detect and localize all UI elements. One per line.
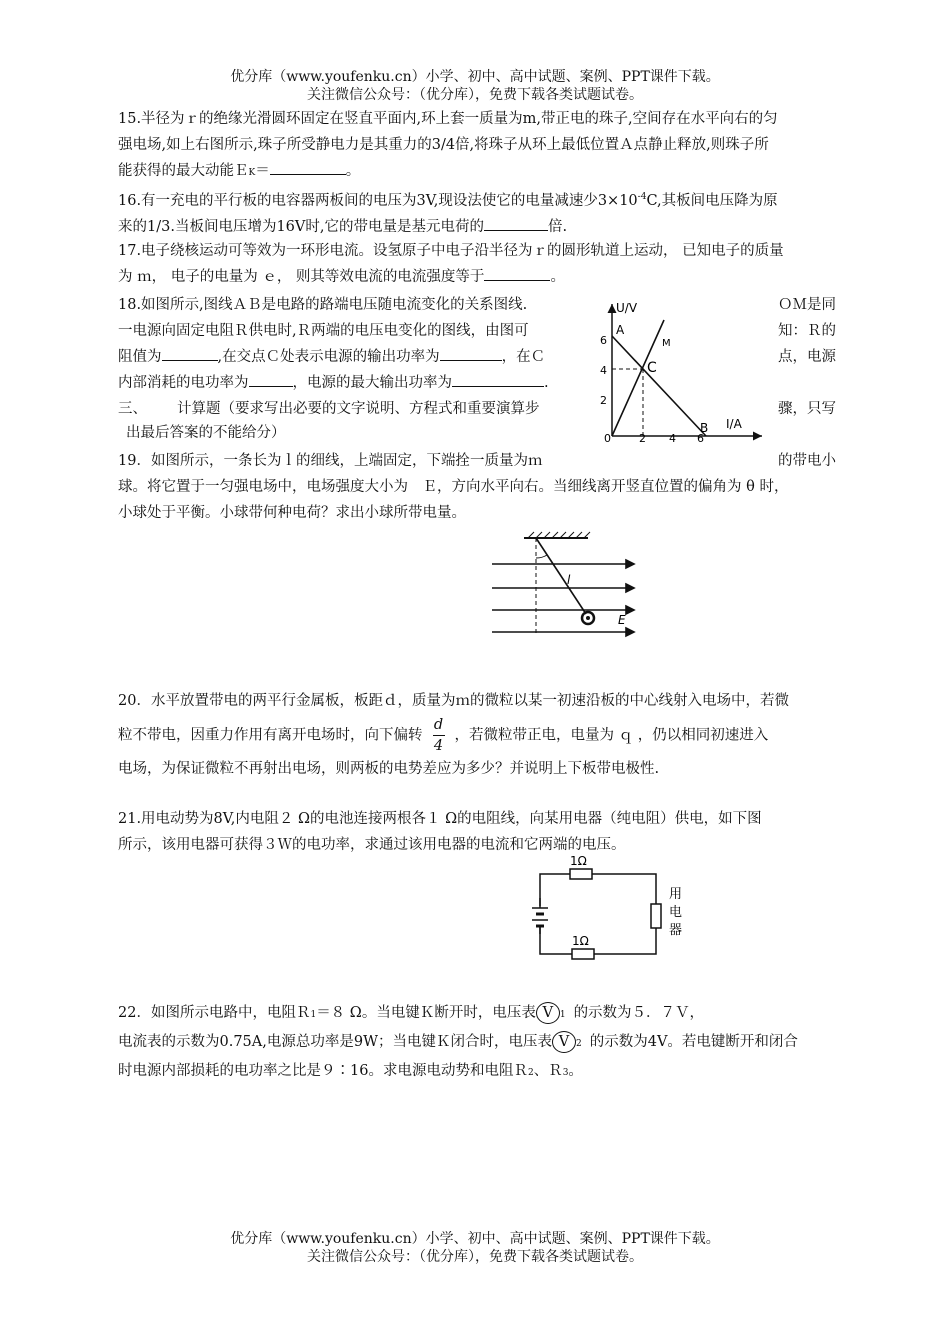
q17-answer-blank xyxy=(484,266,550,281)
q19-line-2: 球。将它置于一匀强电场中，电场强度大小为 Ｅ，方向水平向右。当细线离开竖直位置的偏角为 θ 时， xyxy=(118,479,789,495)
q18-blank-output-power xyxy=(440,346,502,361)
q15-line-1: 15.半径为ｒ的绝缘光滑圆环固定在竖直平面内,环上套一质量为m,带正电的珠子,空间存在水平向右的匀 xyxy=(118,111,778,127)
device-label-2: 电 xyxy=(669,905,683,920)
graph-ytick-6: 6 xyxy=(600,334,607,347)
graph-label-b: B xyxy=(700,421,709,435)
question-15 xyxy=(118,106,860,186)
question-21 xyxy=(118,806,860,858)
device-label-1: 用 xyxy=(669,887,683,902)
resistor-bottom-label: 1Ω xyxy=(572,934,589,948)
q19-line-1: 19．如图所示，一条长为ｌ的细线，上端固定，下端拴一质量为ｍ 的带电小 xyxy=(118,453,836,469)
question-17 xyxy=(118,238,860,290)
q15-line-3: 能获得的最大动能ＥK＝ 。 xyxy=(118,158,860,186)
q18-line-2: 一电源向固定电阻Ｒ供电时,Ｒ两端的电压电变化的图线，由图可 知：Ｒ的 xyxy=(118,323,836,339)
graph-line-om xyxy=(612,320,664,436)
section-3-line-1: 三、 计算题（要求写出必要的文字说明、方程式和重要演算步 骤，只写 xyxy=(118,401,836,417)
graph-label-c: C xyxy=(647,360,657,376)
q17-line-1: 17.电子绕核运动可等效为一环形电流。设氢原子中电子沿半径为ｒ的圆形轨道上运动， 已知电子的质量 xyxy=(118,243,784,259)
voltmeter-v1-icon: V xyxy=(536,1002,560,1024)
header-line-2: 关注微信公众号：（优分库），免费下载各类试题试卷。 xyxy=(307,87,643,103)
q15-line-2: 强电场,如上右图所示,珠子所受静电力是其重力的3/4倍,将珠子从环上最低位置Ａ点静止释放,则珠子所 xyxy=(118,137,769,153)
pendulum-label-l: l xyxy=(567,573,571,587)
header-line-1: 优分库（www.youfenku.cn）小学、初中、高中试题、案例、PPT课件下载。 xyxy=(230,69,720,85)
device-resistor xyxy=(651,904,661,928)
field-label-e: E xyxy=(618,613,626,627)
page-footer xyxy=(0,1230,950,1266)
graph-label-origin: 0 xyxy=(604,432,611,445)
resistor-top xyxy=(570,869,592,879)
electric-field-lines xyxy=(492,560,634,636)
graph-ytick-2: 2 xyxy=(600,394,607,407)
q18-line-4: 内部消耗的电功率为 ，电源的最大输出功率为 . xyxy=(118,370,860,396)
graph-y-label: U/V xyxy=(616,301,638,315)
footer-line-1: 优分库（www.youfenku.cn）小学、初中、高中试题、案例、PPT课件下载。 xyxy=(230,1231,720,1247)
q15-answer-blank xyxy=(270,160,346,175)
q16-answer-blank xyxy=(484,216,548,231)
graph-line-ab xyxy=(612,336,709,436)
resistor-bottom xyxy=(572,949,594,959)
device-label-3: 器 xyxy=(669,923,683,938)
resistor-top-label: 1Ω xyxy=(570,854,587,868)
pendulum-figure xyxy=(488,530,638,642)
q22-line-2: 电流表的示数为0.75A,电源总功率是9W；当电键Ｋ闭合时，电压表 V 2 的示数为4V。若电键断开和闭合 xyxy=(118,1029,860,1058)
page-header xyxy=(0,68,950,104)
q19-line-3: 小球处于平衡。小球带何种电荷？求出小球所带电量。 xyxy=(118,505,466,521)
q17-line-2: 为 ｍ， 电子的电量为 ｅ， 则其等效电流的电流强度等于 。 xyxy=(118,264,860,290)
q16-line-2: 来的1/3.当板间电压增为16V时,它的带电量是基元电荷的 倍. xyxy=(118,214,860,240)
graph-label-a: A xyxy=(616,323,625,337)
pendulum-string xyxy=(536,538,586,614)
q18-blank-resistance xyxy=(162,346,218,361)
footer-line-2: 关注微信公众号：（优分库），免费下载各类试题试卷。 xyxy=(307,1249,643,1265)
voltmeter-v2-icon: V xyxy=(552,1031,576,1053)
graph-label-m: M xyxy=(662,338,671,349)
graph-xtick-6: 6 xyxy=(697,432,704,445)
q18-blank-internal-power xyxy=(249,372,293,387)
graph-x-label: I/A xyxy=(726,417,742,431)
q20-line-2: 粒不带电，因重力作用有离开电场时，向下偏转 $\frac{d}{4}$ ，若微粒带正电，电量为 ｑ ，仍以相同初速进入 xyxy=(118,717,769,754)
question-16 xyxy=(118,184,860,240)
graph-xtick-2: 2 xyxy=(639,432,646,445)
q22-line-3: 时电源内部损耗的电功率之比是９∶16。求电源电动势和电阻Ｒ2、Ｒ3。 xyxy=(118,1063,583,1079)
q22-line-1: 22．如图所示电路中，电阻Ｒ1＝８ Ω。当电键Ｋ断开时，电压表 V 1 的示数为５．７Ｖ， xyxy=(118,1000,860,1029)
q21-line-2: 所示，该用电器可获得３Ｗ的电功率，求通过该用电器的电流和它两端的电压。 xyxy=(118,837,626,853)
ui-graph xyxy=(594,296,770,446)
section-3-line-2: 出最后答案的不能给分） xyxy=(126,425,286,441)
q18-blank-max-power xyxy=(452,372,544,387)
q20-line-1: 20．水平放置带电的两平行金属板，板距ｄ，质量为ｍ的微粒以某一初速沿板的中心线射入电场中，若微 xyxy=(118,693,789,709)
question-20 xyxy=(118,688,860,783)
graph-ytick-4: 4 xyxy=(600,364,607,377)
question-22 xyxy=(118,1000,860,1087)
q18-line-3: 阻值为 ,在交点Ｃ处表示电源的输出功率为 ，在Ｃ 点，电源 xyxy=(118,344,860,370)
q21-line-1: 21.用电动势为8V,内电阻２ Ω的电池连接两根各１ Ω的电阻线，向某用电器（纯电阻）供电，如下图 xyxy=(118,811,762,827)
q16-line-1: 16.有一充电的平行板的电容器两板间的电压为3V,现设法使它的电量减速少$3\times 10^{-4}C$,其板间电压降为原 xyxy=(118,192,778,209)
circuit-figure xyxy=(526,854,696,962)
graph-xtick-4: 4 xyxy=(669,432,676,445)
fraction-d-over-4: $\frac{d}{4}$ xyxy=(433,717,444,754)
q20-line-3: 电场，为保证微粒不再射出电场，则两板的电势差应为多少？并说明上下板带电极性. xyxy=(118,761,660,777)
question-19 xyxy=(118,448,860,526)
q18-line-1: 18.如图所示,图线ＡＢ是电路的路端电压随电流变化的关系图线. ＯＭ是同 xyxy=(118,297,836,313)
